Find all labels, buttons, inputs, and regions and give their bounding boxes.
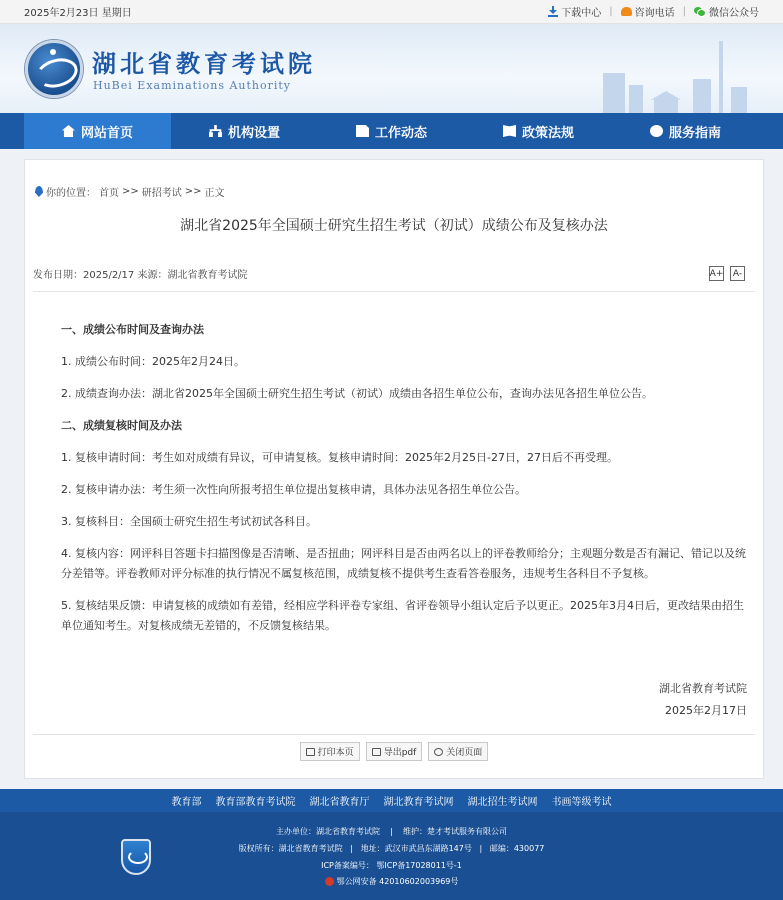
breadcrumb-current: 正文 [204,188,225,199]
separator: | [682,6,686,17]
compass-icon [650,125,663,137]
footer-icp-text: ICP备案编号： 鄂ICP备17028011号-1 [321,861,462,870]
wechat-icon [694,7,706,17]
breadcrumb-prefix: 你的位置： [46,188,96,199]
footer-maintainer: 维护：楚才考试服务有限公司 [403,827,508,836]
nav-label: 服务指南 [668,125,721,141]
footer-address: 地址：武汉市武昌东湖路147号 [360,844,472,853]
print-label: 打印本页 [317,748,354,758]
article-panel [24,159,764,779]
nav-label: 机构设置 [227,125,280,141]
footer-separator: | [350,844,353,853]
divider [33,734,755,735]
export-label: 导出pdf [383,748,417,758]
footer-police-text: 鄂公网安备 42010602003969号 [336,877,459,886]
paragraph: 2. 复核申请办法：考生须一次性向所报考招生单位提出复核申请，具体办法见各招生单位公告。 [61,483,526,496]
footer-police-record[interactable] [0,876,783,887]
article-body [61,320,751,648]
footer-line-copyright [0,843,783,854]
footer-postcode: 邮编：430077 [489,844,545,853]
consult-phone-label: 咨询电话 [634,8,675,19]
site-title[interactable]: 湖北省教育考试院 [92,49,316,78]
site-footer [0,812,783,900]
document-icon [356,125,369,137]
signature-date: 2025年2月17日 [665,704,747,717]
breadcrumb-category[interactable]: 研招考试 [141,188,182,199]
breadcrumb [35,184,225,199]
police-badge-icon [325,877,334,886]
footer-link[interactable]: 教育部 [171,797,202,808]
close-page-button[interactable] [428,742,488,761]
nav-label: 政策法规 [521,125,574,141]
printer-icon [306,748,315,756]
download-center-label: 下载中心 [561,8,602,19]
breadcrumb-home[interactable]: 首页 [99,188,119,199]
nav-home[interactable] [24,113,171,149]
section-heading: 一、成绩公布时间及查询办法 [61,323,204,336]
book-icon [503,125,516,137]
signature-org: 湖北省教育考试院 [659,682,747,695]
paragraph: 5. 复核结果反馈：申请复核的成绩如有差错，经相应学科评卷专家组、省评卷领导小组认定后予以更正。2025年3月4日后，更改结果由招生单位通知考生。对复核成绩无差错的，不反馈复核结果。 [61,599,744,632]
paragraph: 2. 成绩查询办法：湖北省2025年全国硕士研究生招生考试（初试）成绩由各招生单位公布，查询办法见各招生单位公告。 [61,387,653,400]
print-button[interactable] [300,742,360,761]
breadcrumb-separator: >> [122,186,139,197]
footer-links [0,789,783,812]
paragraph: 4. 复核内容：网评科目答题卡扫描图像是否清晰、是否扭曲；网评科目是否由两名以上的评卷教师给分；主观题分数是否有漏记、错记以及统分差错等。评卷教师对评分标准的执行情况不属复核范围，成绩复核不提供考生查看答卷服务，违规考生各科目不予复核。 [61,547,746,580]
authority-logo-icon[interactable] [25,40,83,98]
org-chart-icon [209,125,222,137]
footer-copyright: 版权所有：湖北省教育考试院 [238,844,343,853]
close-label: 关闭页面 [446,748,483,758]
footer-link[interactable]: 湖北省教育厅 [309,797,370,808]
phone-icon [621,7,632,16]
location-pin-icon [35,186,43,197]
font-increase-button[interactable]: A+ [709,266,724,281]
main-nav [0,113,783,149]
wechat-label: 微信公众号 [709,8,759,19]
font-decrease-button[interactable]: A- [730,266,745,281]
footer-separator: | [479,844,483,853]
footer-separator: | [390,827,393,836]
consult-phone-link[interactable] [621,4,675,19]
top-utility-bar [0,0,783,24]
article-actions [25,742,763,761]
home-icon [62,125,75,137]
article-title: 湖北省2025年全国硕士研究生招生考试（初试）成绩公布及复核办法 [180,218,608,234]
wechat-link[interactable] [694,4,759,19]
site-header [0,24,783,113]
nav-label: 工作动态 [374,125,427,141]
paragraph: 1. 复核申请时间：考生如对成绩有异议，可申请复核。复核申请时间：2025年2月25日-27日，27日后不再受理。 [61,451,618,464]
export-icon [372,748,381,756]
download-icon [548,6,558,17]
footer-sponsor: 主办单位：湖北省教育考试院 [275,827,380,836]
breadcrumb-separator: >> [184,186,202,197]
current-date: 2025年2月23日 星期日 [24,8,132,19]
footer-link[interactable]: 书画等级考试 [551,797,612,808]
signature-block [659,678,747,722]
font-size-controls [709,266,745,281]
download-center-link[interactable] [548,4,601,19]
skyline-decoration [593,33,753,113]
nav-work-news[interactable] [318,113,465,149]
utility-links [548,4,759,19]
footer-line-sponsor [0,826,783,837]
separator: | [609,6,613,17]
nav-policies[interactable] [465,113,612,149]
export-pdf-button[interactable] [366,742,423,761]
site-subtitle: HuBei Examinations Authority [93,79,292,92]
footer-icp[interactable] [0,860,783,871]
close-icon [434,748,443,756]
section-heading: 二、成绩复核时间及办法 [61,419,182,432]
article-meta: 发布日期：2025/2/17 来源：湖北省教育考试院 [33,270,248,281]
nav-label: 网站首页 [80,125,133,141]
footer-link[interactable]: 湖北招生考试网 [467,797,538,808]
paragraph: 3. 复核科目：全国硕士研究生招生考试初试各科目。 [61,515,317,528]
divider [33,291,755,292]
footer-link[interactable]: 湖北教育考试网 [383,797,454,808]
paragraph: 1. 成绩公布时间：2025年2月24日。 [61,355,245,368]
footer-link[interactable]: 教育部教育考试院 [215,797,296,808]
nav-service-guide[interactable] [612,113,759,149]
nav-organization[interactable] [171,113,318,149]
